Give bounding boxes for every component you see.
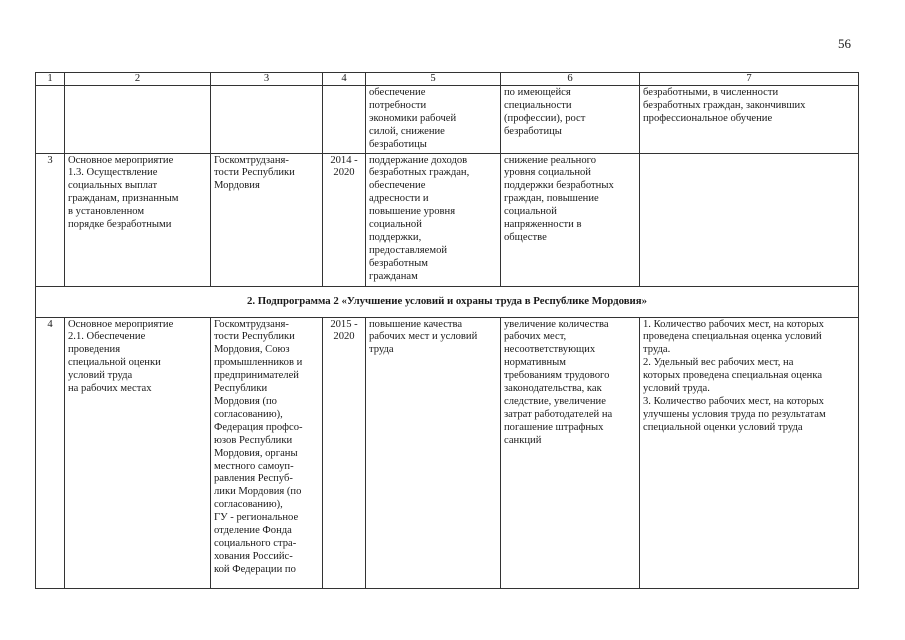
header-cell: 6: [501, 73, 640, 86]
result-cell: повышение качества рабочих мест и условий труда: [366, 317, 501, 588]
indicator-cell: безработными, в численности безработных граждан, закончивших профессиональное обучение: [640, 86, 859, 154]
row-number-cell: 3: [36, 153, 65, 286]
row-number-cell: 4: [36, 317, 65, 588]
indicator-cell: [640, 153, 859, 286]
section-title: 2. Подпрограмма 2 «Улучшение условий и охраны труда в Республике Мордовия»: [36, 286, 859, 317]
page-number: 56: [838, 36, 851, 51]
period-cell: 2014 - 2020: [323, 153, 366, 286]
measure-cell: Основное мероприятие 1.3. Осуществление социальных выплат гражданам, признанным в установленном порядке безработными: [65, 153, 211, 286]
indicator-cell: 1. Количество рабочих мест, на которых проведена специальная оценка условий труда. 2. Удельный вес рабочих мест, на которых проведена специальная оценка условий труда. 3. Количество рабочих мест, на которых улучшены условия труда по результатам специальной оценки условий труда: [640, 317, 859, 588]
header-cell: 7: [640, 73, 859, 86]
header-cell: 2: [65, 73, 211, 86]
measure-cell: Основное мероприятие 2.1. Обеспечение проведения специальной оценки условий труда на рабочих местах: [65, 317, 211, 588]
period-cell: 2015 - 2020: [323, 317, 366, 588]
executor-cell: [211, 86, 323, 154]
measures-table: [35, 72, 859, 589]
consequence-cell: по имеющейся специальности (профессии), рост безработицы: [501, 86, 640, 154]
section-row: [36, 286, 859, 317]
consequence-cell: увеличение количества рабочих мест, несоответствующих нормативным требованиям трудового законодательства, как следствие, увеличение затрат работодателей на погашение штрафных санкций: [501, 317, 640, 588]
executor-cell: Госкомтрудзаня- тости Республики Мордовия, Союз промышленников и предпринимателей Республики Мордовия (по согласованию), Федерация профсо- юзов Республики Мордовия, органы местного самоуп- равления Респуб- лики Мордовия (по согласованию), ГУ - региональное отделение Фонда социального стра- хования Российс- кой Федерации по: [211, 317, 323, 588]
table-header-row: [36, 73, 859, 86]
table-row: [36, 317, 859, 588]
measure-cell: [65, 86, 211, 154]
period-cell: [323, 86, 366, 154]
executor-cell: Госкомтрудзаня- тости Республики Мордовия: [211, 153, 323, 286]
header-cell: 5: [366, 73, 501, 86]
header-cell: 4: [323, 73, 366, 86]
table-row: [36, 86, 859, 154]
result-cell: поддержание доходов безработных граждан, обеспечение адресности и повышение уровня социальной поддержки, предоставляемой безработным гражданам: [366, 153, 501, 286]
table-row: [36, 153, 859, 286]
consequence-cell: снижение реального уровня социальной поддержки безработных граждан, повышение социальной напряженности в обществе: [501, 153, 640, 286]
header-cell: 3: [211, 73, 323, 86]
row-number-cell: [36, 86, 65, 154]
header-cell: 1: [36, 73, 65, 86]
result-cell: обеспечение потребности экономики рабочей силой, снижение безработицы: [366, 86, 501, 154]
